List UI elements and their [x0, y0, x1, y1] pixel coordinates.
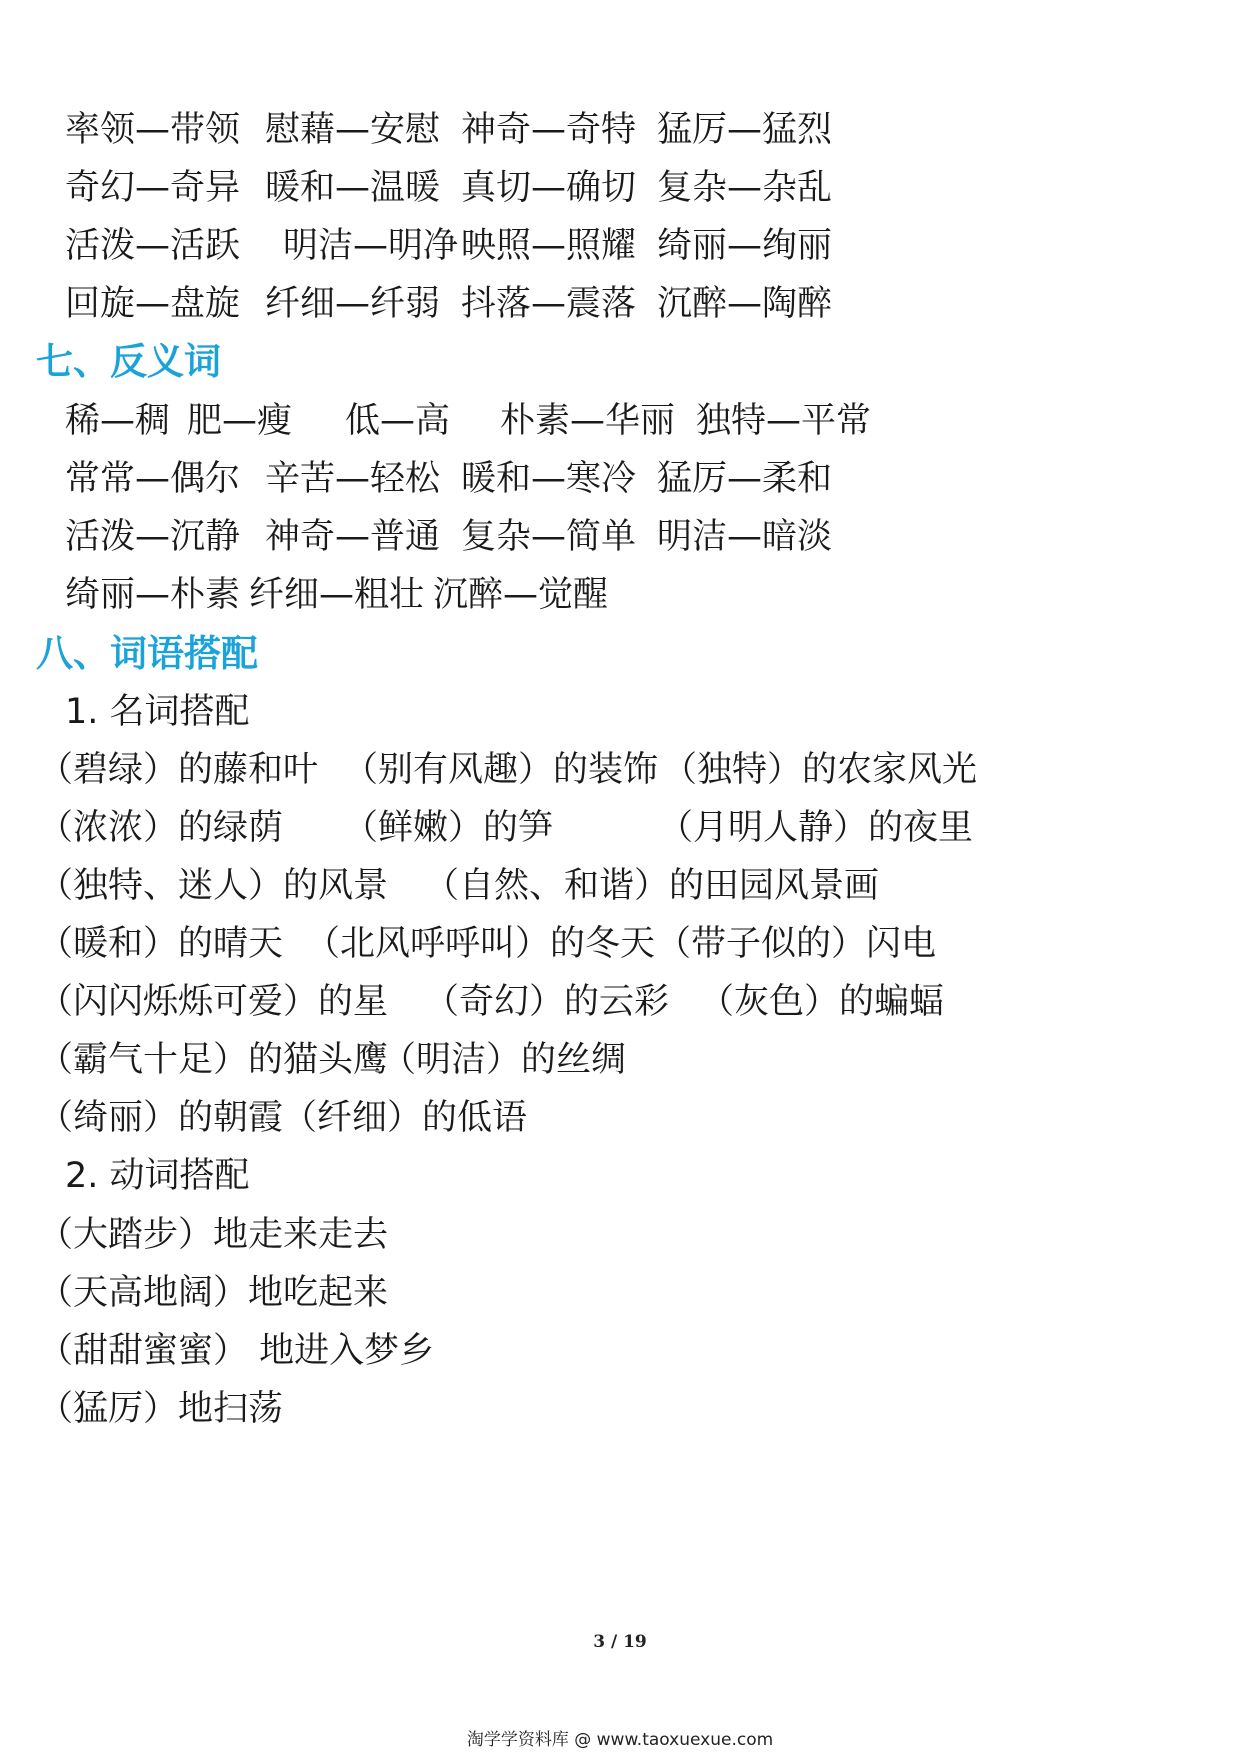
word-pair: 沉醉—陶醉 — [657, 284, 833, 324]
word-pair: 抖落—震落 — [461, 284, 637, 324]
phrase: （大踏步）地走来走去 — [38, 1215, 389, 1255]
word-pair: 纤细—纤弱 — [265, 284, 441, 324]
phrase: （碧绿）的藤和叶 — [38, 750, 319, 790]
word-pair: 回旋—盘旋 — [65, 284, 241, 324]
phrase: （闪闪烁烁可爱）的星 — [38, 982, 389, 1022]
phrase: （月明人静）的夜里 — [658, 808, 974, 848]
word-pair: 率领—带领 — [65, 110, 241, 150]
footer-watermark: 淘学学资料库 @ www.taoxuexue.com — [466, 1730, 774, 1750]
phrase: （猛厉）地扫荡 — [38, 1389, 284, 1429]
word-pair: 朴素—华丽 — [500, 401, 676, 441]
word-pair: 神奇—普通 — [265, 517, 441, 557]
subheading-text: 2. 动词搭配 — [65, 1156, 250, 1196]
word-pair: 暖和—寒冷 — [461, 459, 637, 499]
word-pair: 肥—瘦 — [187, 401, 293, 441]
phrase: （浓浓）的绿荫 — [38, 808, 284, 848]
word-pair: 辛苦—轻松 — [265, 459, 441, 499]
word-pair: 慰藉—安慰 — [265, 110, 441, 150]
phrase: （绮丽）的朝霞 — [38, 1098, 284, 1138]
word-pair: 活泼—活跃 — [65, 226, 241, 266]
word-pair: 明洁—暗淡 — [657, 517, 833, 557]
word-pair: 猛厉—猛烈 — [657, 110, 833, 150]
word-pair: 稀—稠 — [65, 401, 171, 441]
word-pair: 猛厉—柔和 — [657, 459, 833, 499]
phrase: （甜甜蜜蜜） 地进入梦乡 — [38, 1331, 435, 1371]
page-number: 3 / 19 — [593, 1632, 647, 1652]
phrase: （霸气十足）的猫头鹰 — [38, 1040, 389, 1080]
word-pair: 映照—照耀 — [461, 226, 637, 266]
phrase: （暖和）的晴天 — [38, 924, 284, 964]
word-pair: 纤细—粗壮 — [249, 575, 425, 615]
word-pair: 暖和—温暖 — [265, 168, 441, 208]
phrase: （带子似的）闪电 — [656, 924, 937, 964]
word-pair: 独特—平常 — [696, 401, 872, 441]
phrase: （北风呼呼叫）的冬天 — [305, 924, 656, 964]
word-pair: 绮丽—朴素 — [65, 575, 241, 615]
word-pair: 绮丽—绚丽 — [657, 226, 833, 266]
word-pair: 明洁—明净 — [283, 226, 459, 266]
phrase: （灰色）的蝙蝠 — [699, 982, 945, 1022]
phrase: （鲜嫩）的笋 — [343, 808, 554, 848]
section-heading-antonyms: 七、反义词 — [36, 340, 221, 383]
phrase: （自然、和谐）的田园风景画 — [424, 866, 880, 906]
word-pair: 奇幻—奇异 — [65, 168, 241, 208]
phrase: （纤细）的低语 — [282, 1098, 528, 1138]
word-pair: 低—高 — [345, 401, 451, 441]
phrase: （别有风趣）的装饰 — [343, 750, 659, 790]
section-heading-collocation: 八、词语搭配 — [36, 632, 258, 675]
subheading-text: 1. 名词搭配 — [65, 692, 250, 732]
word-pair: 沉醉—觉醒 — [433, 575, 609, 615]
word-pair: 真切—确切 — [461, 168, 637, 208]
word-pair: 神奇—奇特 — [461, 110, 637, 150]
phrase: （独特、迷人）的风景 — [38, 866, 389, 906]
phrase: （奇幻）的云彩 — [424, 982, 670, 1022]
phrase: （独特）的农家风光 — [662, 750, 978, 790]
word-pair: 活泼—沉静 — [65, 517, 241, 557]
phrase: （明洁）的丝绸 — [381, 1040, 627, 1080]
phrase: （天高地阔）地吃起来 — [38, 1273, 389, 1313]
word-pair: 常常—偶尔 — [65, 459, 241, 499]
word-pair: 复杂—杂乱 — [657, 168, 833, 208]
word-pair: 复杂—简单 — [461, 517, 637, 557]
